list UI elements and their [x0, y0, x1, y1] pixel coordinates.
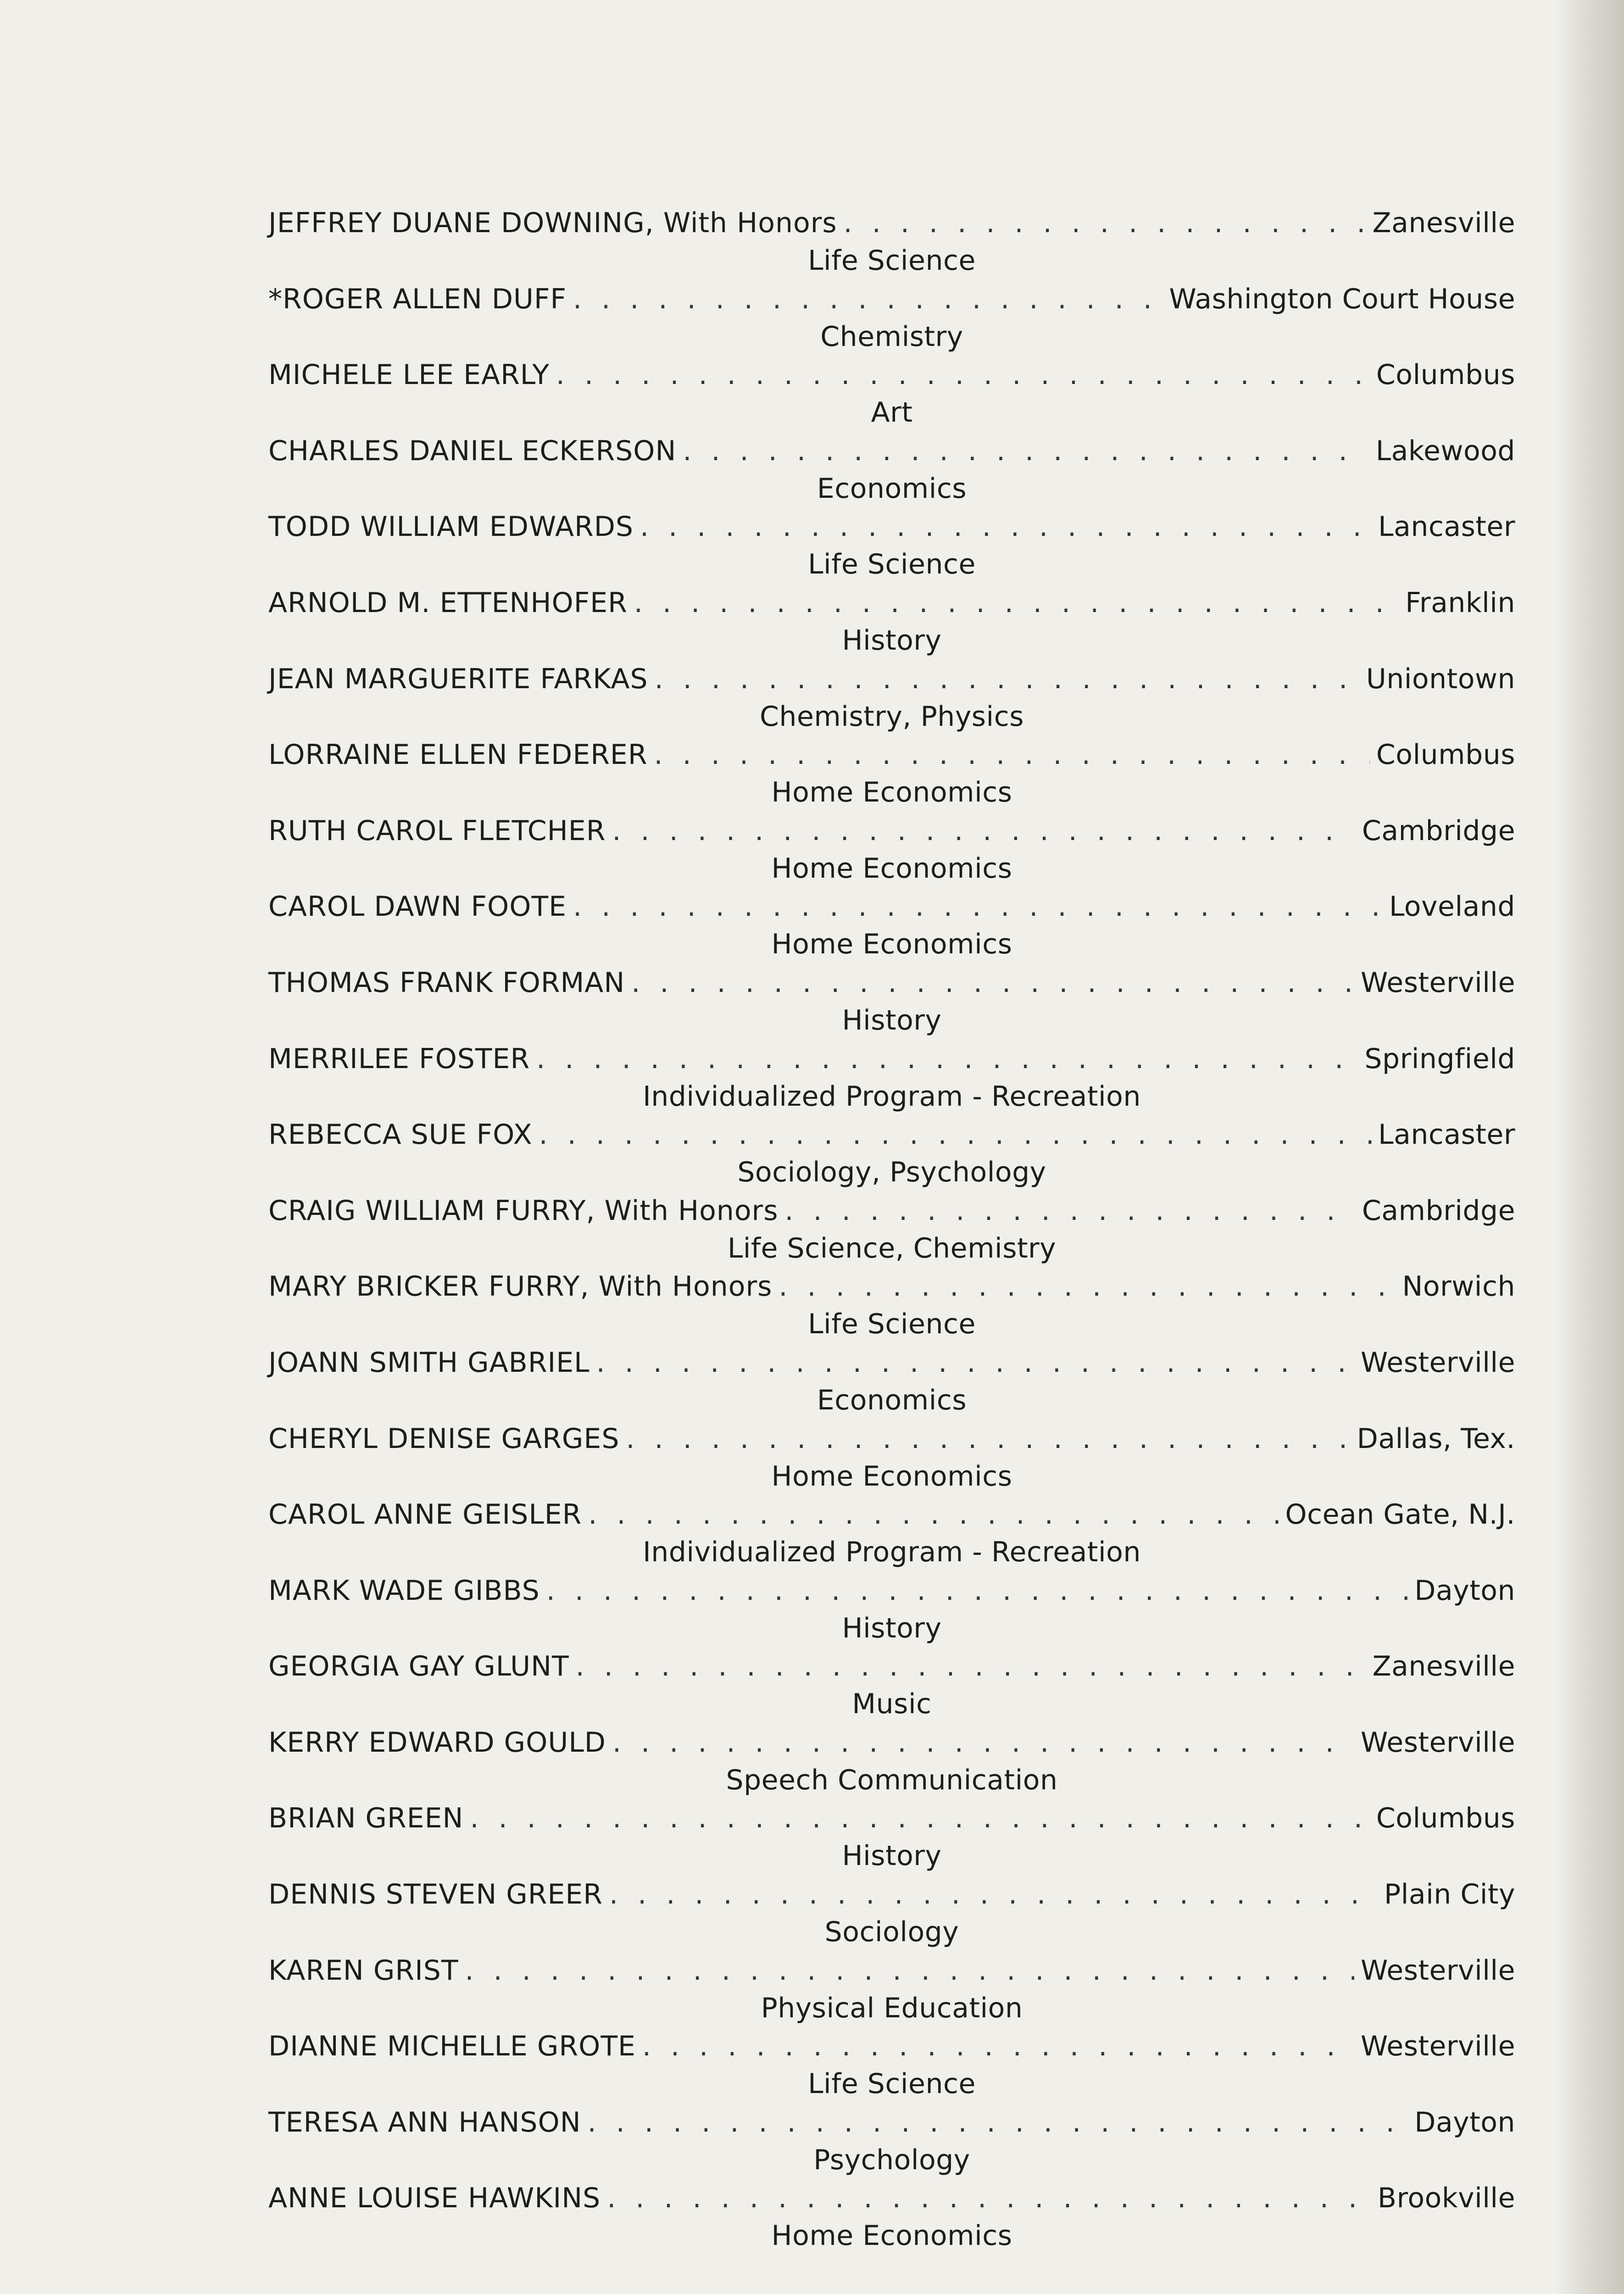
graduate-line — [268, 736, 1515, 774]
graduate-name: CRAIG WILLIAM FURRY, With Honors — [268, 1194, 779, 1227]
dot-leader — [470, 1799, 1369, 1837]
graduate-line — [268, 1799, 1515, 1837]
graduate-entry — [268, 1420, 1515, 1496]
graduate-name: JEFFREY DUANE DOWNING, With Honors — [268, 207, 837, 239]
dot-leader — [779, 1268, 1396, 1305]
graduate-entry — [268, 2027, 1515, 2104]
graduate-entry — [268, 1648, 1515, 1724]
graduate-major: Home Economics — [771, 2220, 1012, 2252]
graduate-line — [268, 812, 1515, 850]
graduate-entry — [268, 1572, 1515, 1648]
graduate-line — [268, 1344, 1515, 1381]
graduate-name: RUTH CAROL FLETCHER — [268, 814, 606, 847]
graduate-hometown: Lakewood — [1375, 434, 1515, 467]
graduate-major: Individualized Program - Recreation — [643, 1536, 1141, 1569]
graduate-line — [268, 1952, 1515, 1989]
dot-leader — [640, 508, 1372, 546]
graduate-hometown: Westerville — [1360, 1954, 1515, 1987]
dot-leader — [612, 812, 1355, 850]
graduate-hometown: Franklin — [1405, 586, 1515, 619]
graduate-line — [268, 1116, 1515, 1153]
graduate-entry — [268, 432, 1515, 508]
dot-leader — [465, 1952, 1354, 1989]
graduate-name: MICHELE LEE EARLY — [268, 359, 550, 391]
graduate-name: JEAN MARGUERITE FARKAS — [268, 663, 648, 695]
graduate-line — [268, 1876, 1515, 1913]
graduate-entry — [268, 736, 1515, 812]
graduate-entry — [268, 1116, 1515, 1192]
graduate-line — [268, 1496, 1515, 1533]
graduate-entry — [268, 812, 1515, 888]
dot-leader — [631, 964, 1354, 1002]
graduate-major: Speech Communication — [726, 1764, 1058, 1796]
dot-leader — [844, 204, 1366, 242]
graduate-major: Physical Education — [761, 1992, 1023, 2024]
graduate-hometown: Westerville — [1360, 2030, 1515, 2063]
graduate-line — [268, 204, 1515, 242]
dot-leader — [642, 2027, 1354, 2065]
graduate-hometown: Washington Court House — [1169, 283, 1515, 315]
graduate-line — [268, 2104, 1515, 2141]
graduate-line — [268, 1268, 1515, 1305]
graduate-line — [268, 660, 1515, 698]
graduate-line — [268, 888, 1515, 925]
graduate-major: Music — [852, 1688, 932, 1720]
graduate-hometown: Zanesville — [1372, 1650, 1515, 1683]
graduate-major: History — [842, 624, 942, 657]
graduate-name: KAREN GRIST — [268, 1954, 459, 1987]
graduate-name: DIANNE MICHELLE GROTE — [268, 2030, 636, 2063]
dot-leader — [546, 1572, 1408, 1609]
graduate-entry — [268, 888, 1515, 964]
graduate-major: Psychology — [813, 2144, 970, 2176]
graduate-hometown: Plain City — [1384, 1878, 1515, 1911]
graduate-entry — [268, 1724, 1515, 1800]
graduate-entry — [268, 1192, 1515, 1268]
graduate-entry — [268, 1876, 1515, 1952]
graduate-major: Life Science — [808, 245, 976, 277]
dot-leader — [573, 280, 1162, 318]
graduate-name: MERRILEE FOSTER — [268, 1042, 530, 1075]
graduate-major: History — [842, 1004, 942, 1036]
graduate-line — [268, 1192, 1515, 1230]
dot-leader — [588, 1496, 1279, 1533]
graduate-entry — [268, 1268, 1515, 1344]
graduate-name: *ROGER ALLEN DUFF — [268, 283, 567, 315]
dot-leader — [588, 2104, 1408, 2141]
graduate-name: ARNOLD M. ETTENHOFER — [268, 586, 628, 619]
dot-leader — [654, 736, 1370, 774]
graduate-name: CAROL DAWN FOOTE — [268, 891, 567, 923]
dot-leader — [683, 432, 1369, 470]
graduate-list — [268, 204, 1515, 2255]
graduate-hometown: Dayton — [1414, 1574, 1515, 1607]
graduate-line — [268, 2027, 1515, 2065]
graduate-major: Life Science, Chemistry — [727, 1232, 1057, 1264]
graduate-hometown: Uniontown — [1366, 663, 1515, 695]
graduate-major: Chemistry, Physics — [760, 700, 1024, 733]
graduate-name: JOANN SMITH GABRIEL — [268, 1346, 590, 1379]
graduate-major: Sociology — [824, 1916, 959, 1949]
graduate-major: Home Economics — [771, 776, 1012, 809]
graduate-hometown: Westerville — [1360, 1346, 1515, 1379]
graduate-name: KERRY EDWARD GOULD — [268, 1726, 606, 1759]
dot-leader — [609, 1876, 1378, 1913]
graduate-name: DENNIS STEVEN GREER — [268, 1878, 603, 1911]
graduate-major: History — [842, 1840, 942, 1872]
graduate-name: TERESA ANN HANSON — [268, 2106, 581, 2138]
graduate-hometown: Columbus — [1376, 739, 1515, 771]
dot-leader — [655, 660, 1360, 698]
graduate-hometown: Westerville — [1360, 966, 1515, 999]
graduate-hometown: Loveland — [1389, 891, 1515, 923]
graduate-hometown: Lancaster — [1378, 1119, 1515, 1151]
graduate-hometown: Dayton — [1414, 2106, 1515, 2138]
graduate-hometown: Westerville — [1360, 1726, 1515, 1759]
graduate-entry — [268, 660, 1515, 736]
graduate-name: GEORGIA GAY GLUNT — [268, 1650, 569, 1683]
graduate-entry — [268, 204, 1515, 280]
graduate-major: Economics — [817, 472, 967, 505]
graduate-name: MARY BRICKER FURRY, With Honors — [268, 1270, 773, 1303]
graduate-hometown: Springfield — [1364, 1042, 1515, 1075]
dot-leader — [556, 356, 1370, 394]
graduate-major: Sociology, Psychology — [737, 1156, 1046, 1189]
dot-leader — [784, 1192, 1355, 1230]
graduate-name: LORRAINE ELLEN FEDERER — [268, 739, 648, 771]
graduate-entry — [268, 2179, 1515, 2255]
dot-leader — [576, 1648, 1366, 1685]
graduate-entry — [268, 1496, 1515, 1572]
graduate-name: MARK WADE GIBBS — [268, 1574, 540, 1607]
graduate-name: CHERYL DENISE GARGES — [268, 1422, 620, 1455]
graduate-name: CHARLES DANIEL ECKERSON — [268, 434, 677, 467]
graduate-line — [268, 2179, 1515, 2217]
graduate-line — [268, 1572, 1515, 1609]
graduate-entry — [268, 1040, 1515, 1116]
graduate-line — [268, 1040, 1515, 1078]
graduate-line — [268, 1420, 1515, 1458]
graduate-line — [268, 964, 1515, 1002]
graduate-line — [268, 1648, 1515, 1685]
graduate-major: Chemistry — [820, 320, 963, 353]
graduate-major: Life Science — [808, 2068, 976, 2100]
graduate-line — [268, 584, 1515, 622]
graduate-entry — [268, 1344, 1515, 1420]
graduate-major: Art — [871, 396, 913, 429]
graduate-name: ANNE LOUISE HAWKINS — [268, 2182, 601, 2215]
graduate-hometown: Columbus — [1376, 1802, 1515, 1835]
graduate-entry — [268, 1799, 1515, 1876]
graduate-entry — [268, 2104, 1515, 2180]
graduate-hometown: Cambridge — [1362, 1194, 1515, 1227]
dot-leader — [539, 1116, 1372, 1153]
graduate-major: History — [842, 1612, 942, 1644]
dot-leader — [596, 1344, 1354, 1381]
dot-leader — [612, 1724, 1354, 1761]
graduate-entry — [268, 1952, 1515, 2028]
graduate-entry — [268, 280, 1515, 356]
dot-leader — [573, 888, 1383, 925]
graduate-hometown: Cambridge — [1362, 814, 1515, 847]
graduate-name: TODD WILLIAM EDWARDS — [268, 511, 634, 543]
graduate-major: Life Science — [808, 1308, 976, 1341]
graduate-major: Economics — [817, 1384, 967, 1416]
graduate-line — [268, 432, 1515, 470]
graduate-entry — [268, 964, 1515, 1040]
graduate-hometown: Dallas, Tex. — [1357, 1422, 1515, 1455]
graduate-line — [268, 280, 1515, 318]
dot-leader — [634, 584, 1399, 622]
page-edge-shadow — [1555, 0, 1624, 2294]
graduate-major: Home Economics — [771, 928, 1012, 961]
graduate-hometown: Brookville — [1377, 2182, 1515, 2215]
graduate-major: Individualized Program - Recreation — [643, 1080, 1141, 1113]
graduate-hometown: Ocean Gate, N.J. — [1285, 1498, 1515, 1531]
dot-leader — [626, 1420, 1350, 1458]
graduate-name: REBECCA SUE FOX — [268, 1119, 533, 1151]
graduate-line — [268, 356, 1515, 394]
graduate-major: Home Economics — [771, 852, 1012, 885]
graduate-hometown: Zanesville — [1372, 207, 1515, 239]
graduate-line — [268, 1724, 1515, 1761]
graduate-name: BRIAN GREEN — [268, 1802, 464, 1835]
graduate-hometown: Lancaster — [1378, 511, 1515, 543]
graduate-name: THOMAS FRANK FORMAN — [268, 966, 625, 999]
graduate-line — [268, 508, 1515, 546]
dot-leader — [536, 1040, 1358, 1078]
graduate-entry — [268, 584, 1515, 660]
graduate-major: Home Economics — [771, 1460, 1012, 1492]
graduate-hometown: Columbus — [1376, 359, 1515, 391]
graduate-entry — [268, 508, 1515, 584]
graduate-entry — [268, 356, 1515, 432]
dot-leader — [607, 2179, 1371, 2217]
graduate-name: CAROL ANNE GEISLER — [268, 1498, 582, 1531]
graduate-major: Life Science — [808, 548, 976, 581]
graduate-hometown: Norwich — [1402, 1270, 1515, 1303]
